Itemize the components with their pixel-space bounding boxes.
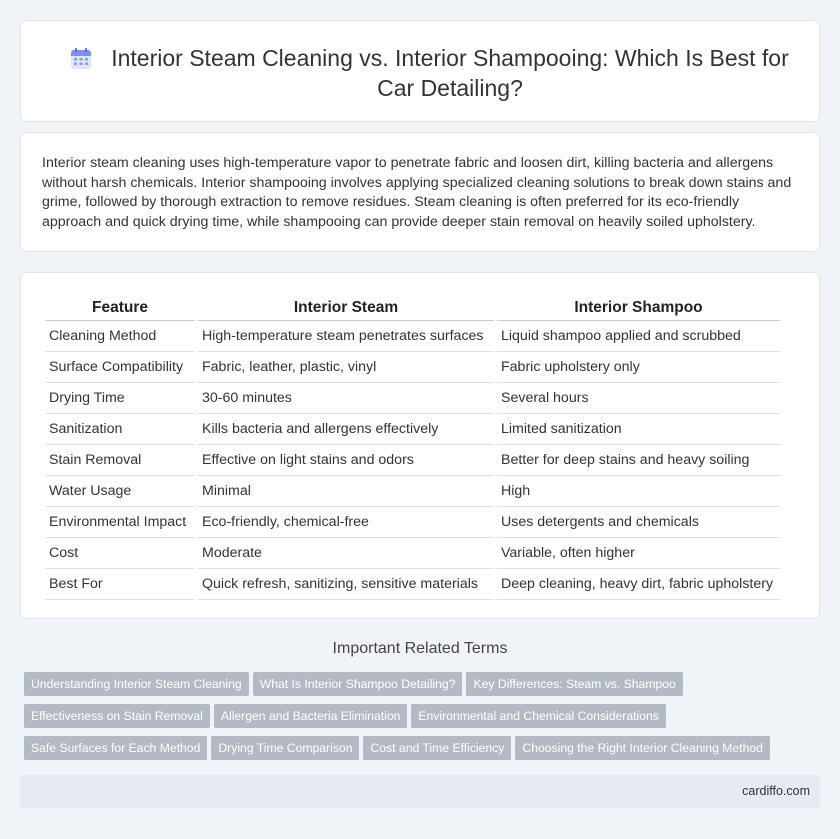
feature-cell: Sanitization: [45, 414, 195, 445]
shampoo-cell: Variable, often higher: [497, 538, 780, 569]
related-term-tag[interactable]: Choosing the Right Interior Cleaning Method: [515, 736, 770, 760]
related-term-tag[interactable]: Cost and Time Efficiency: [363, 736, 511, 760]
page-title: Interior Steam Cleaning vs. Interior Shampooing: Which Is Best for Car Detailing?: [111, 45, 789, 101]
table-row: [45, 414, 780, 445]
feature-cell: Cost: [45, 538, 195, 569]
feature-cell: Cleaning Method: [45, 321, 195, 352]
header-interior-steam: Interior Steam: [198, 296, 494, 321]
table-row: [45, 507, 780, 538]
steam-cell: Kills bacteria and allergens effectively: [198, 414, 494, 445]
steam-cell: Quick refresh, sanitizing, sensitive materials: [198, 569, 494, 600]
tag-row: [24, 704, 784, 736]
table-header-row: [45, 296, 780, 321]
table-row: [45, 352, 780, 383]
related-term-tag[interactable]: Environmental and Chemical Considerations: [411, 704, 666, 728]
title-card: [20, 20, 820, 122]
shampoo-cell: Liquid shampoo applied and scrubbed: [497, 321, 780, 352]
shampoo-cell: Uses detergents and chemicals: [497, 507, 780, 538]
calendar-icon: [69, 47, 93, 71]
shampoo-cell: Deep cleaning, heavy dirt, fabric upholstery: [497, 569, 780, 600]
steam-cell: Effective on light stains and odors: [198, 445, 494, 476]
header-feature: Feature: [45, 296, 195, 321]
tag-row: [24, 672, 784, 704]
related-term-tag[interactable]: Effectiveness on Stain Removal: [24, 704, 210, 728]
related-terms-heading: Important Related Terms: [332, 640, 508, 657]
table-row: [45, 321, 780, 352]
shampoo-cell: Several hours: [497, 383, 780, 414]
feature-cell: Best For: [45, 569, 195, 600]
related-term-tag[interactable]: What Is Interior Shampoo Detailing?: [253, 672, 463, 696]
related-term-tag[interactable]: Allergen and Bacteria Elimination: [214, 704, 408, 728]
tag-row: [24, 736, 784, 768]
intro-paragraph: Interior steam cleaning uses high-temperature vapor to penetrate fabric and loosen dirt, killing bacteria and allergens without harsh chemicals. Interior shampooing involves applying specialized cleaning solutions to break down stains and grime, followed by thorough extraction to remove residues. Steam cleaning is often preferred for its eco-friendly approach and quick drying time, while shampooing can provide deeper stain removal on heavily soiled upholstery.: [42, 155, 792, 230]
feature-cell: Stain Removal: [45, 445, 195, 476]
table-row: [45, 445, 780, 476]
feature-cell: Environmental Impact: [45, 507, 195, 538]
related-term-tag[interactable]: Drying Time Comparison: [211, 736, 359, 760]
intro-card: [20, 132, 820, 252]
table-row: [45, 538, 780, 569]
shampoo-cell: Better for deep stains and heavy soiling: [497, 445, 780, 476]
header-interior-shampoo: Interior Shampoo: [497, 296, 780, 321]
footer-site-link[interactable]: cardiffo.com: [742, 784, 810, 798]
comparison-table: [42, 296, 783, 600]
shampoo-cell: Fabric upholstery only: [497, 352, 780, 383]
steam-cell: Fabric, leather, plastic, vinyl: [198, 352, 494, 383]
table-row: [45, 569, 780, 600]
footer: [20, 775, 820, 808]
steam-cell: 30-60 minutes: [198, 383, 494, 414]
related-terms-list: [24, 672, 784, 768]
related-term-tag[interactable]: Understanding Interior Steam Cleaning: [24, 672, 249, 696]
feature-cell: Surface Compatibility: [45, 352, 195, 383]
related-term-tag[interactable]: Key Differences: Steam vs. Shampoo: [466, 672, 682, 696]
shampoo-cell: High: [497, 476, 780, 507]
comparison-card: [20, 272, 820, 619]
feature-cell: Drying Time: [45, 383, 195, 414]
shampoo-cell: Limited sanitization: [497, 414, 780, 445]
steam-cell: Minimal: [198, 476, 494, 507]
related-term-tag[interactable]: Safe Surfaces for Each Method: [24, 736, 207, 760]
feature-cell: Water Usage: [45, 476, 195, 507]
steam-cell: Moderate: [198, 538, 494, 569]
steam-cell: Eco-friendly, chemical-free: [198, 507, 494, 538]
steam-cell: High-temperature steam penetrates surfaces: [198, 321, 494, 352]
table-row: [45, 476, 780, 507]
table-row: [45, 383, 780, 414]
